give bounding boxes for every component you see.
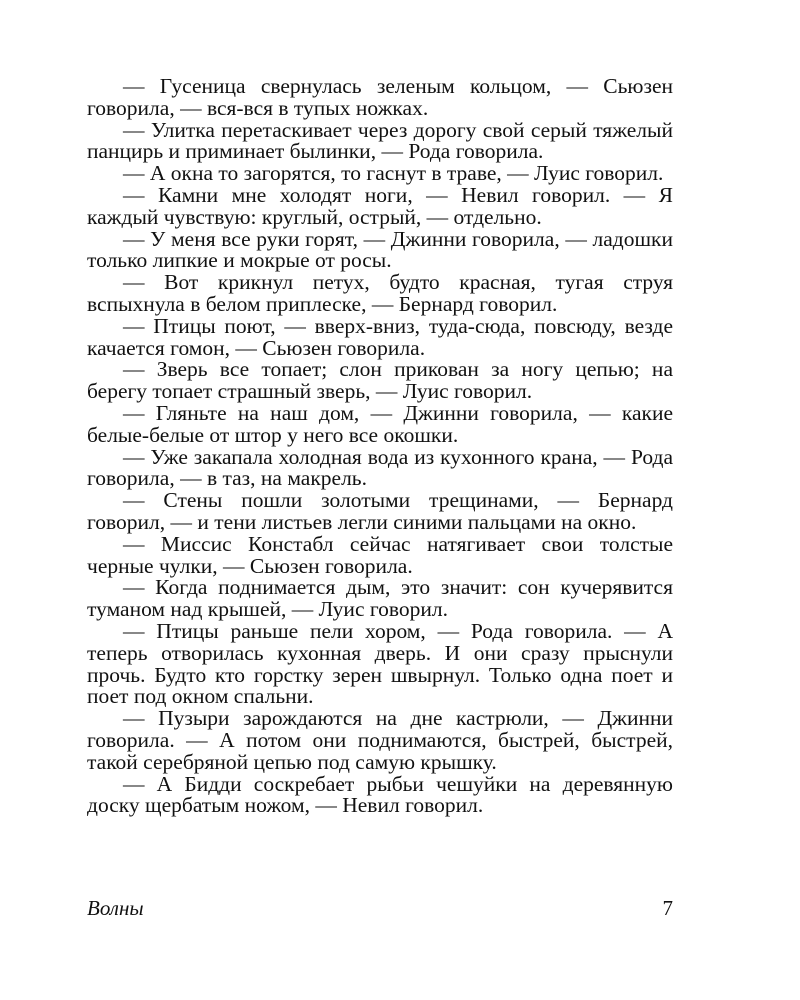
running-title: Волны — [87, 896, 144, 920]
paragraph: — У меня все руки горят, — Джинни говорила, — ладошки только липкие и мокрые от росы. — [87, 226, 673, 273]
paragraph: — Стены пошли золотыми трещинами, — Бернард говорил, — и тени листьев легли синими пальцами на окно. — [87, 488, 673, 534]
paragraph: — Птицы раньше пели хором, — Рода говорила. — А теперь отворилась кухонная дверь. И они сразу прыснули прочь. Будто кто горстку зерен швырнул. Только одна поет и поет под окном спальни. — [87, 618, 673, 709]
paragraph: — Когда поднимается дым, это значит: сон кучерявится туманом над крышей, — Луис говорил. — [87, 575, 673, 622]
paragraph: — Зверь все топает; слон прикован за ногу цепью; на берегу топает страшный зверь, — Луис говорил. — [87, 357, 673, 404]
paragraph: — Гусеница свернулась зеленым кольцом, — Сьюзен говорила, — вся-вся в тупых ножках. — [87, 74, 673, 120]
paragraph: — Уже закапала холодная вода из кухонного крана, — Рода говорила, — в таз, на макрель. — [87, 444, 673, 491]
page-number: 7 — [662, 896, 673, 920]
paragraph: — Гляньте на наш дом, — Джинни говорила, — какие белые-белые от штор у него все окошки. — [87, 400, 673, 447]
paragraph: — Камни мне холодят ноги, — Невил говорил. — Я каждый чувствую: круглый, острый, — отдельно. — [87, 182, 673, 229]
paragraph: — Птицы поют, — вверх-вниз, туда-сюда, повсюду, везде качается гомон, — Сьюзен говорила. — [87, 313, 673, 360]
paragraph: — Улитка перетаскивает через дорогу свой серый тяжелый панцирь и приминает былинки, — Рода говорила. — [87, 117, 673, 164]
paragraph: — Пузыри зарождаются на дне кастрюли, — Джинни говорила. — А потом они поднимаются, быстрей, быстрей, такой серебряной цепью под самую крышку. — [87, 706, 673, 774]
paragraph: — Вот крикнул петух, будто красная, тугая струя вспыхнула в белом приплеске, — Бернард говорил. — [87, 270, 673, 316]
paragraph: — Миссис Констабл сейчас натягивает свои толстые черные чулки, — Сьюзен говорила. — [87, 531, 673, 578]
paragraph: — А Бидди соскребает рыбьи чешуйки на деревянную доску щербатым ножом, — Невил говорил. — [87, 771, 673, 818]
page-footer — [87, 894, 673, 922]
page-body — [87, 76, 673, 817]
paragraph: — А окна то загорятся, то гаснут в траве, — Луис говорил. — [123, 161, 664, 186]
